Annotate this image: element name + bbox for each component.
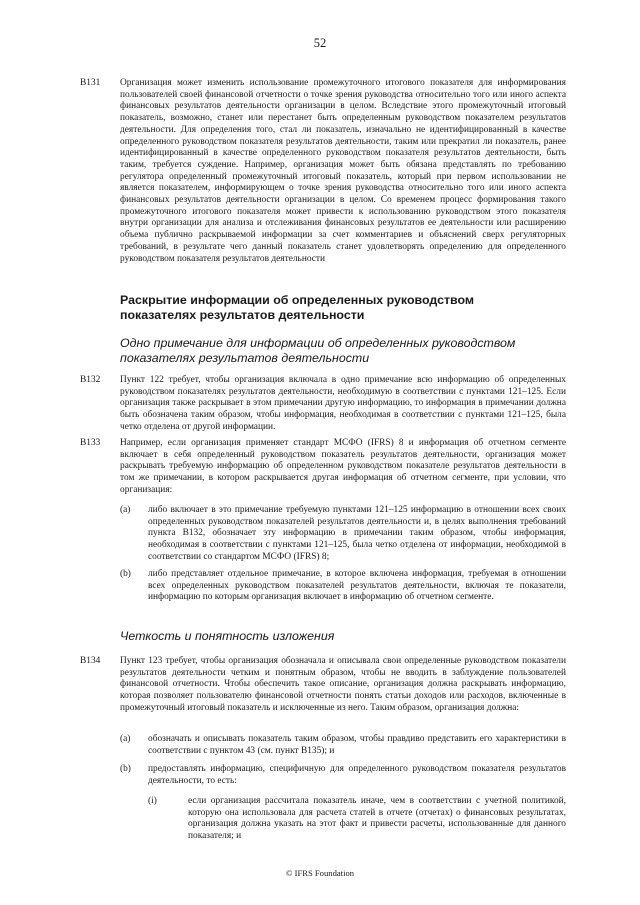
paragraph-b134 — [80, 656, 566, 715]
paragraph-b132 — [80, 375, 566, 434]
list-item-text: предоставлять информацию, специфичную для определенного руководством показателя результатов деятельности, то есть: — [148, 764, 566, 786]
list-item-label: (b) — [120, 764, 131, 774]
list-item-b134-a — [120, 734, 566, 757]
paragraph-text: Пункт 123 требует, чтобы организация обозначала и описывала свои определенные руководством показатели результатов деятельности четким и понятным образом, чтобы не вводить в заблуждение пользователей финансовой отчетности. Чтобы обеспечить такое описание, организация должна раскрывать информацию, которая позволяет пользователю финансовой отчетности понять статьи доходов или расходов, включенные в промежуточный итоговый показатель и исключенные из него. Таким образом, организация должна: — [120, 656, 566, 713]
list-subitem-b134-i — [148, 796, 566, 843]
subheading-one-note: Одно примечание для информации об определенных руководством показателях результатов деятельности — [120, 336, 516, 365]
section-heading: Раскрытие информации об определенных руководством показателях результатов деятельности — [120, 293, 475, 322]
paragraph-text: Пункт 122 требует, чтобы организация включала в одно примечание всю информацию об определенных руководством показателях результатов деятельности, необходимую в соответствии с пунктами 121–125. Если организация также раскрывает в этом примечании другую информацию, то информация в примечании должна быть обозначена таким образом, чтобы информация, необходимая в соответствии с пунктами 121–125, была четко отделена от другой информации. — [120, 375, 566, 432]
paragraph-text: Например, если организация применяет стандарт МСФО (IFRS) 8 и информация об отчетном сегменте включает в себя определенный руководством показатель результатов деятельности, организация может раскрывать требуемую информацию об определенном руководством показателе результатов деятельности в том же примечании, в котором раскрывается другая информация об отчетном сегменте, при условии, что организация: — [120, 438, 566, 495]
page-number: 52 — [313, 36, 327, 50]
list-item-text: обозначать и описывать показатель таким образом, чтобы правдиво представить его характеристики в соответствии с пунктом 43 (см. пункт B135); и — [148, 734, 566, 756]
list-item-b133-b — [120, 569, 566, 604]
subheading-clarity: Четкость и понятность изложения — [120, 629, 335, 643]
footer-copyright: © IFRS Foundation — [285, 868, 355, 878]
paragraph-code: B133 — [80, 438, 101, 448]
list-item-b134-b — [120, 764, 566, 787]
list-item-text: если организация рассчитала показатель иначе, чем в соответствии с учетной политикой, которую она использовала для расчета статей в отчете (отчетах) о финансовых результатах, организация должна указать на этот факт и привести расчеты, использованные для данного показателя; и — [188, 796, 566, 842]
paragraph-code: B131 — [80, 78, 101, 88]
list-item-label: (i) — [148, 796, 157, 806]
paragraph-code: B132 — [80, 375, 101, 385]
paragraph-b131 — [80, 78, 566, 265]
list-item-text: либо включает в это примечание требуемую пунктами 121–125 информацию в отношении всех своих определенных руководством показателей результатов деятельности и, в целях выполнения требований пункта B132, обозначает эту информацию в примечании таким образом, чтобы информация, необходимая в соответствии с пунктами 121–125, была четко отделена от информации, необходимой в соответствии со стандартом МСФО (IFRS) 8; — [148, 505, 566, 562]
list-item-label: (a) — [120, 505, 131, 515]
paragraph-b133 — [80, 438, 566, 497]
list-item-label: (a) — [120, 734, 131, 744]
list-item-label: (b) — [120, 569, 131, 579]
paragraph-code: B134 — [80, 656, 101, 666]
paragraph-text: Организация может изменить использование промежуточного итогового показателя для информирования пользователей своей финансовой отчетности о точке зрения руководства относительно того или иного аспекта финансовых результатов деятельности организации в целом. Вследствие этого промежуточный итоговый показатель, возможно, станет или перестанет быть определенным руководством показателем результатов деятельности. Для определения того, стал ли показатель, изначально не идентифицированный в качестве определенного руководством показателя результатов деятельности, таким или прекратил ли показатель, ранее идентифицированный в качестве определенного руководством показателя результатов деятельности, быть таким, требуется суждение. Например, организация может быть обязана представлять по требованию регулятора определенный промежуточный итоговый показатель, который при первом использовании не является показателем, информирующем о точке зрения руководства относительно того или иного аспекта финансовых результатов деятельности организации в целом. Со временем процесс формирования такого промежуточного итогового показателя может привести к использованию руководством этого показателя внутри организации для анализа и отслеживания финансовых результатов ее деятельности или расширению объема публично раскрываемой информации за счет комментариев и объяснений сверх регуляторных требований, в результате чего данный показатель станет удовлетворять определению для определенного руководством показателя результатов деятельности — [120, 78, 566, 264]
list-item-text: либо представляет отдельное примечание, в которое включена информация, требуемая в отношении всех определенных руководством показателей результатов деятельности, включая те показатели, информацию по которым организация включает в информацию об отчетном сегменте. — [148, 569, 566, 603]
list-item-b133-a — [120, 505, 566, 564]
